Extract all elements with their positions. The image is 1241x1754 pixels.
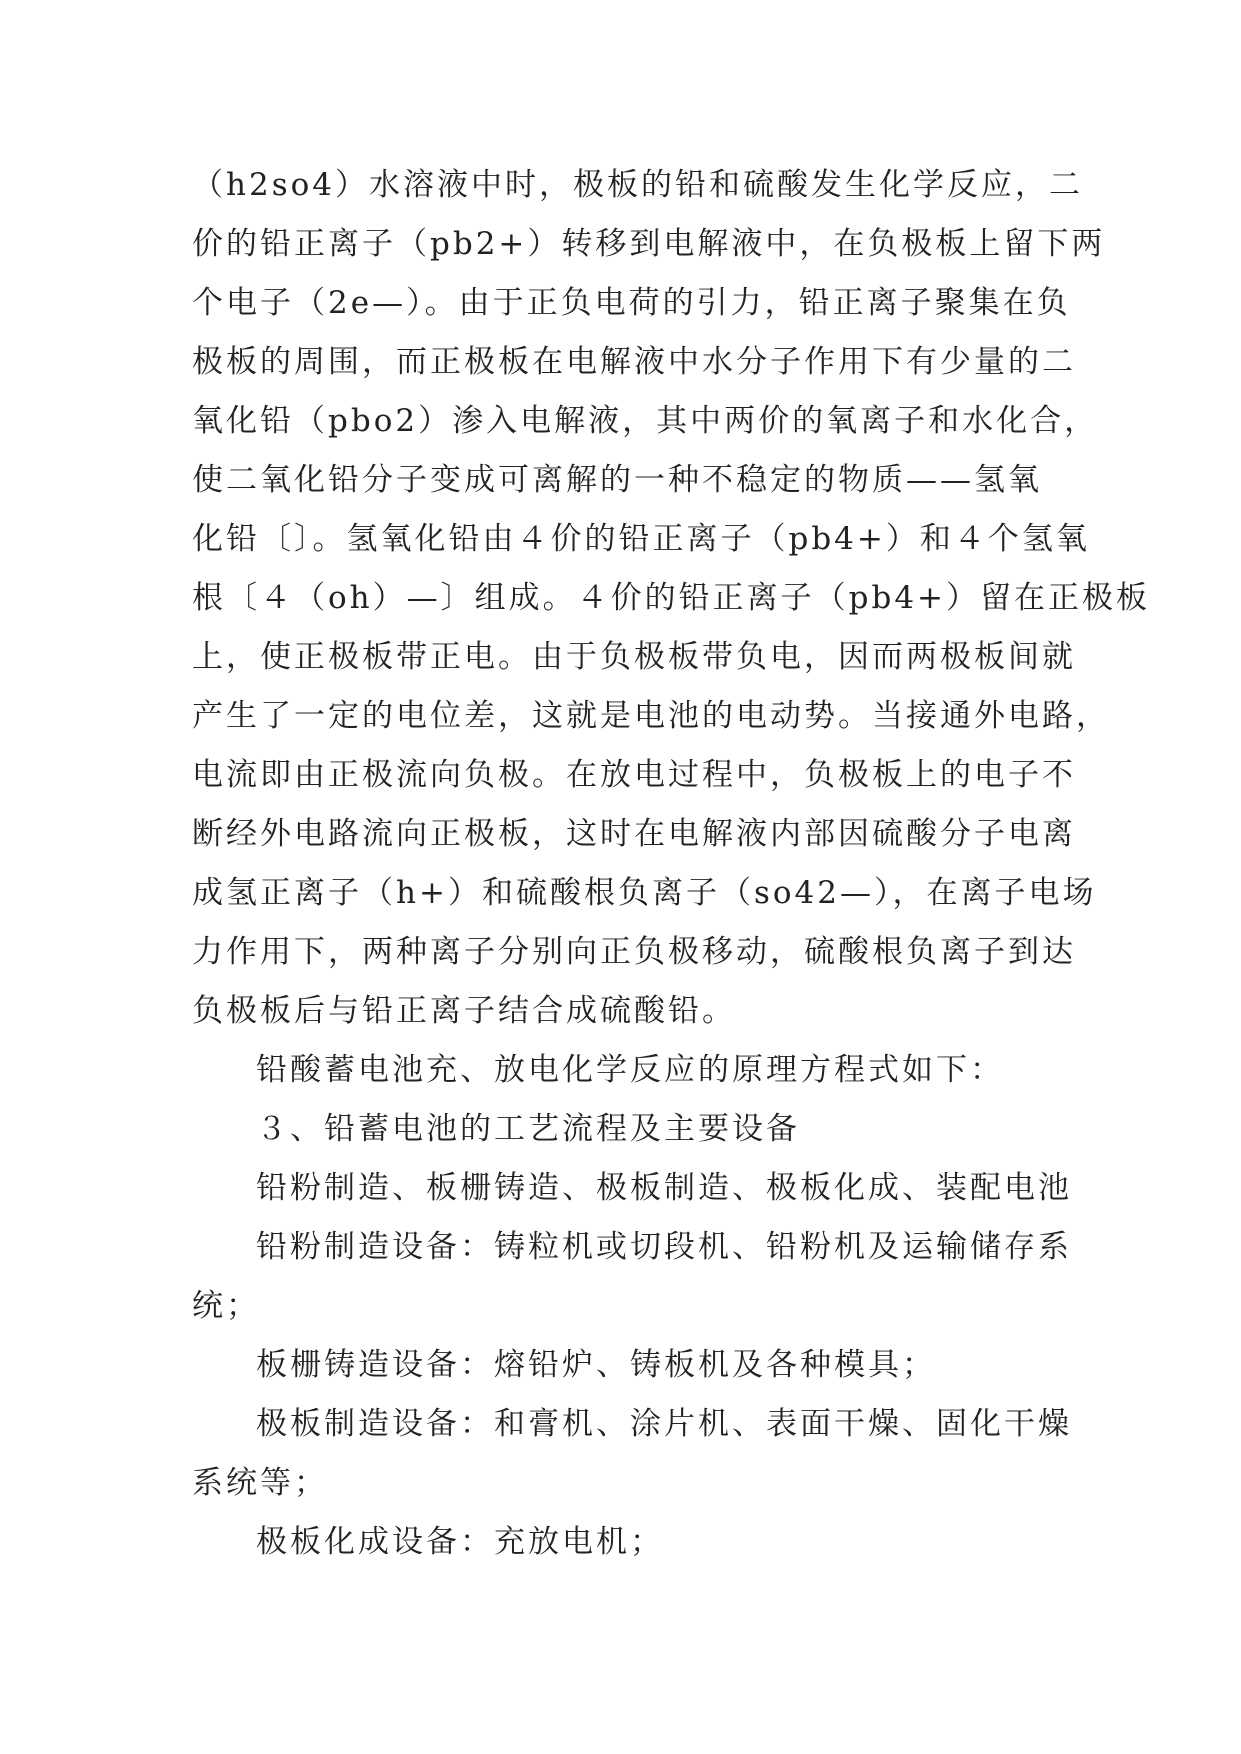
text-line: 个电子（2e—）。由于正负电荷的引力，铅正离子聚集在负 [192, 285, 1071, 321]
text-line: 力作用下，两种离子分别向正负极移动，硫酸根负离子到达 [192, 934, 1076, 970]
section-heading: ３、铅蓄电池的工艺流程及主要设备 [256, 1111, 800, 1147]
text-line: 负极板后与铅正离子结合成硫酸铅。 [192, 993, 736, 1029]
body-text [192, 156, 1151, 1572]
text-line: 板栅铸造设备：熔铅炉、铸板机及各种模具； [256, 1347, 936, 1383]
text-line: 铅酸蓄电池充、放电化学反应的原理方程式如下： [256, 1052, 1004, 1088]
text-line: 极板的周围，而正极板在电解液中水分子作用下有少量的二 [192, 344, 1076, 380]
text-line: 成氢正离子（h+）和硫酸根负离子（so42—），在离子电场 [192, 875, 1097, 911]
text-line: 系统等； [192, 1465, 328, 1501]
text-line: 统； [192, 1288, 260, 1324]
text-line: 根〔４（oh）—〕组成。４价的铅正离子（pb4+）留在正极板 [192, 580, 1151, 616]
text-line: 铅粉制造、板栅铸造、极板制造、极板化成、装配电池 [256, 1170, 1072, 1206]
text-line: 断经外电路流向正极板，这时在电解液内部因硫酸分子电离 [192, 816, 1076, 852]
text-line: 产生了一定的电位差，这就是电池的电动势。当接通外电路， [192, 698, 1110, 734]
text-line: 上，使正极板带正电。由于负极板带负电，因而两极板间就 [192, 639, 1076, 675]
text-line: 价的铅正离子（pb2+）转移到电解液中，在负极板上留下两 [192, 226, 1106, 262]
text-line: 使二氧化铅分子变成可离解的一种不稳定的物质——氢氧 [192, 462, 1042, 498]
text-line: 化铅〔〕。氢氧化铅由４价的铅正离子（pb4+）和４个氢氧 [192, 521, 1090, 557]
text-line: 铅粉制造设备：铸粒机或切段机、铅粉机及运输储存系 [256, 1229, 1072, 1265]
text-line: 极板制造设备：和膏机、涂片机、表面干燥、固化干燥 [256, 1406, 1072, 1442]
text-line: 电流即由正极流向负极。在放电过程中，负极板上的电子不 [192, 757, 1076, 793]
text-line: 氧化铅（pbo2）渗入电解液，其中两价的氧离子和水化合， [192, 403, 1099, 439]
text-line: 极板化成设备：充放电机； [256, 1524, 664, 1560]
text-line: （h2so4）水溶液中时，极板的铅和硫酸发生化学反应，二 [192, 167, 1083, 203]
